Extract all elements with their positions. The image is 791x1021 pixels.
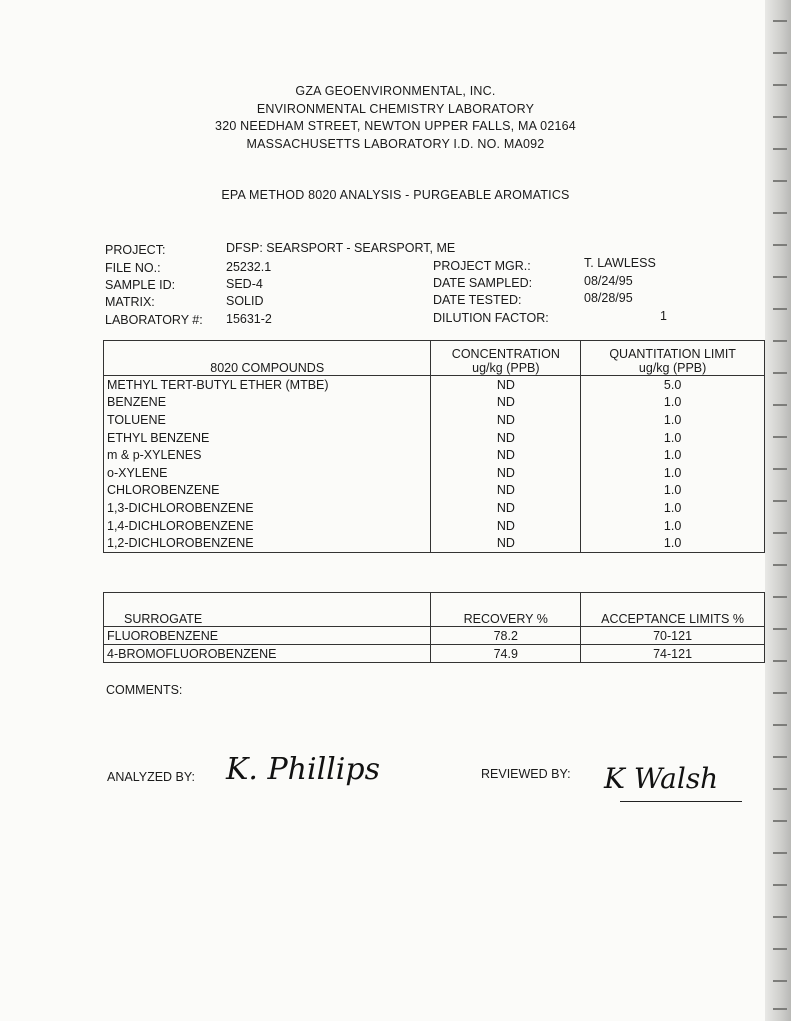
date-sampled-label: DATE SAMPLED: [433,276,533,290]
project-label: PROJECT: [105,243,166,257]
analyzed-by-label: ANALYZED BY: [107,770,195,784]
date-sampled-value: 08/24/95 [584,274,633,288]
project-mgr-label: PROJECT MGR.: [433,259,531,273]
table-row [104,376,765,394]
compound-name: METHYL TERT-BUTYL ETHER (MTBE) [104,376,431,394]
lab-id: MASSACHUSETTS LABORATORY I.D. NO. MA092 [246,137,545,151]
compound-name: m & p-XYLENES [104,446,431,464]
limit-value: 1.0 [581,411,765,429]
company-name: GZA GEOENVIRONMENTAL, INC. [295,84,496,98]
lab-no-label: LABORATORY #: [105,313,203,327]
file-no-label: FILE NO.: [105,261,161,275]
recovery-header: RECOVERY % [431,593,581,627]
compound-name: o-XYLENE [104,464,431,482]
project-value: DFSP: SEARSPORT - SEARSPORT, ME [226,241,456,255]
table-row [104,517,765,535]
concentration-header [431,341,581,376]
sample-id-value: SED-4 [226,277,263,291]
limit-value: 1.0 [581,534,765,552]
file-no-value: 25232.1 [226,260,272,274]
spiral-binding [765,0,791,1021]
quantitation-header-line2: ug/kg (PPB) [638,361,707,375]
date-tested-label: DATE TESTED: [433,293,522,307]
dilution-factor-label: DILUTION FACTOR: [433,311,549,325]
signature-underline [620,801,742,802]
comments-label: COMMENTS: [106,683,183,697]
concentration-value: ND [431,517,581,535]
compound-name: CHLOROBENZENE [104,482,431,500]
surrogate-header: SURROGATE [104,593,431,627]
acceptance-limits-value: 70-121 [581,627,765,645]
quantitation-limit-header [581,341,765,376]
table-row [104,645,765,663]
limit-value: 1.0 [581,517,765,535]
compound-name: TOLUENE [104,411,431,429]
acceptance-limits-header: ACCEPTANCE LIMITS % [581,593,765,627]
concentration-value: ND [431,376,581,394]
concentration-value: ND [431,464,581,482]
limit-value: 1.0 [581,499,765,517]
dilution-factor-value: 1 [660,309,667,323]
compound-name: ETHYL BENZENE [104,429,431,447]
analyst-signature: K. Phillips [226,752,380,787]
concentration-value: ND [431,411,581,429]
reviewer-signature: K Walsh [604,762,719,795]
table-row [104,499,765,517]
concentration-value: ND [431,534,581,552]
date-tested-value: 08/28/95 [584,291,633,305]
recovery-value: 78.2 [431,627,581,645]
compound-name: 1,4-DICHLOROBENZENE [104,517,431,535]
acceptance-limits-value: 74-121 [581,645,765,663]
compound-name: BENZENE [104,394,431,412]
compounds-header: 8020 COMPOUNDS [104,341,431,376]
table-row [104,627,765,645]
table-row [104,482,765,500]
limit-value: 1.0 [581,429,765,447]
table-row [104,534,765,552]
limit-value: 1.0 [581,394,765,412]
surrogate-table [103,592,765,663]
lab-no-value: 15631-2 [226,312,272,326]
concentration-header-line1: CONCENTRATION [451,347,560,361]
limit-value: 1.0 [581,464,765,482]
quantitation-header-line1: QUANTITATION LIMIT [609,347,736,361]
surrogate-name: FLUOROBENZENE [104,627,431,645]
limit-value: 1.0 [581,482,765,500]
table-row [104,464,765,482]
concentration-value: ND [431,446,581,464]
project-mgr-value: T. LAWLESS [584,256,656,270]
matrix-label: MATRIX: [105,295,155,309]
concentration-value: ND [431,499,581,517]
table-row [104,411,765,429]
matrix-value: SOLID [226,294,264,308]
limit-value: 5.0 [581,376,765,394]
concentration-value: ND [431,482,581,500]
limit-value: 1.0 [581,446,765,464]
table-row [104,446,765,464]
compounds-table [103,340,765,553]
compound-name: 1,3-DICHLOROBENZENE [104,499,431,517]
sample-id-label: SAMPLE ID: [105,278,176,292]
method-title: EPA METHOD 8020 ANALYSIS - PURGEABLE AROMATICS [221,188,570,202]
concentration-value: ND [431,429,581,447]
concentration-value: ND [431,394,581,412]
lab-address: 320 NEEDHAM STREET, NEWTON UPPER FALLS, MA 02164 [215,119,576,133]
reviewed-by-label: REVIEWED BY: [481,767,571,781]
compound-name: 1,2-DICHLOROBENZENE [104,534,431,552]
recovery-value: 74.9 [431,645,581,663]
surrogate-name: 4-BROMOFLUOROBENZENE [104,645,431,663]
table-row [104,394,765,412]
table-row [104,429,765,447]
concentration-header-line2: ug/kg (PPB) [472,361,540,375]
lab-name: ENVIRONMENTAL CHEMISTRY LABORATORY [256,102,535,116]
